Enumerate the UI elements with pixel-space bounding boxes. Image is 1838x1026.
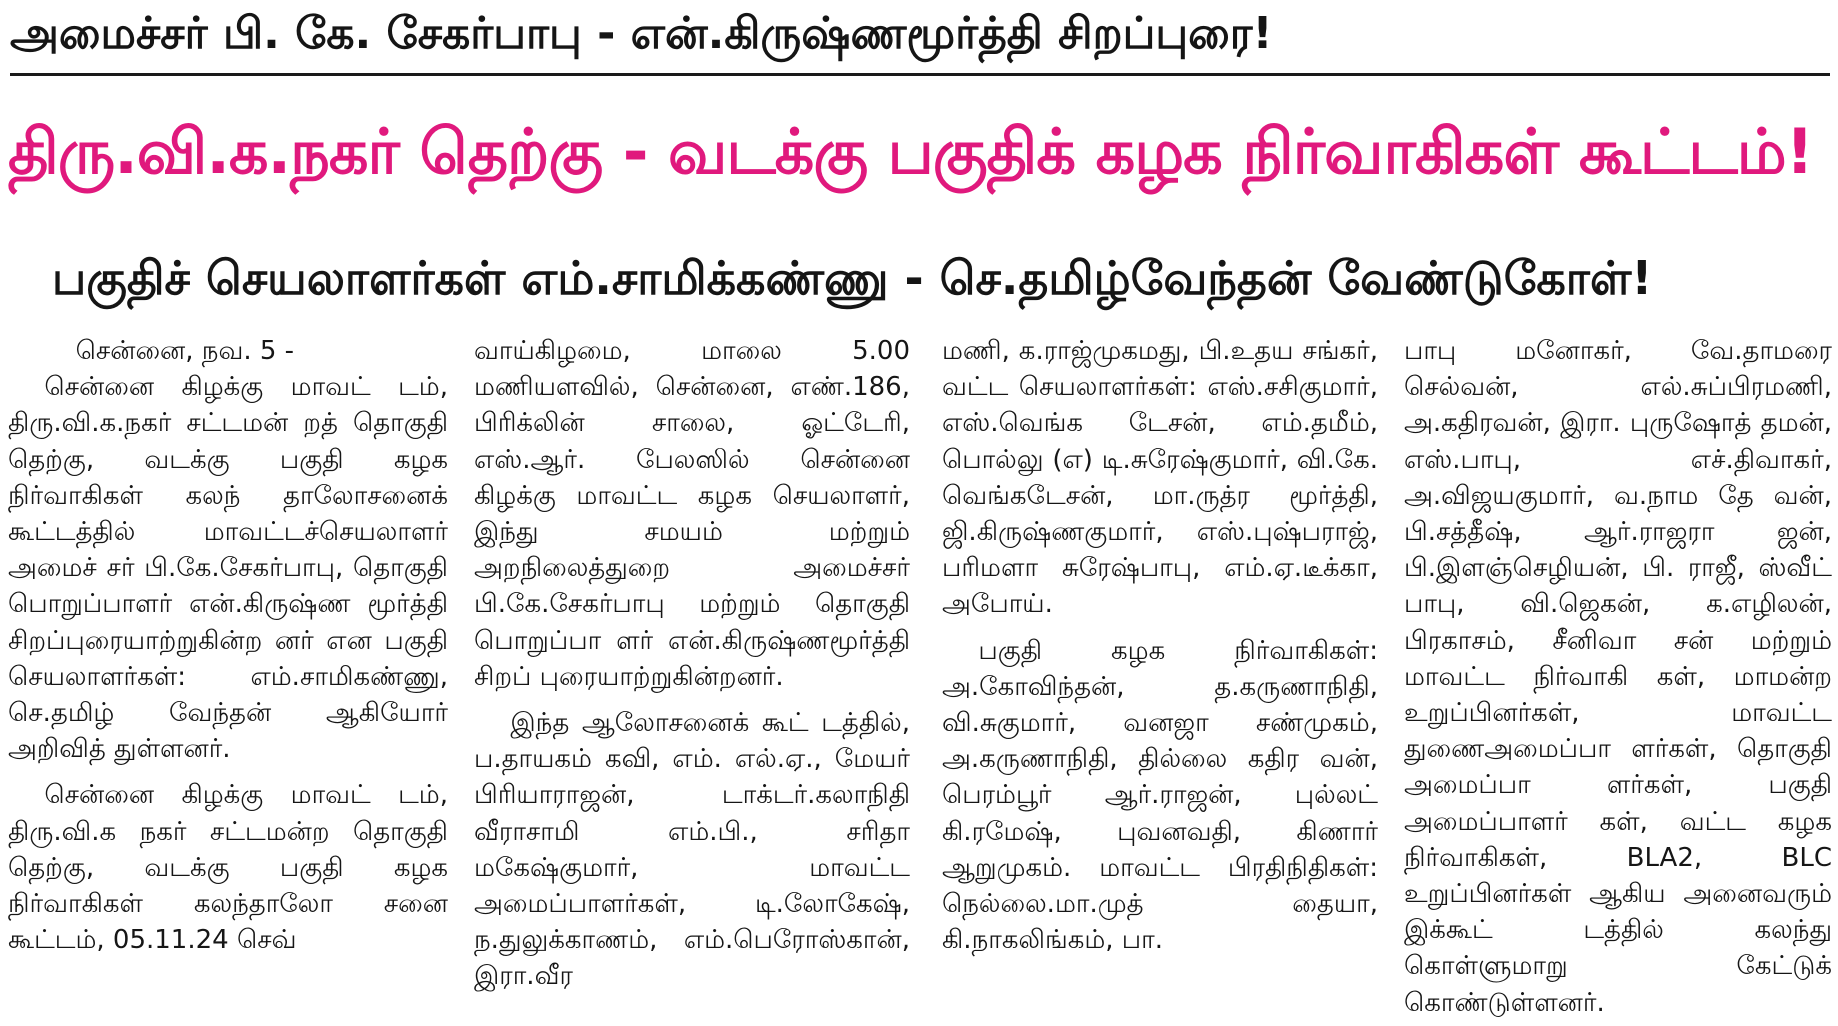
main-headline: திரு.வி.க.நகர் தெற்கு - வடக்கு பகுதிக் கழக நிர்வாகிகள் கூட்டம்! bbox=[8, 115, 1813, 188]
article-column-3 bbox=[942, 333, 1378, 958]
subheadline: பகுதிச் செயலாளர்கள் எம்.சாமிக்கண்ணு - செ.தமிழ்வேந்தன் வேண்டுகோள்! bbox=[52, 251, 1653, 305]
article-paragraph: சென்னை கிழக்கு மாவட் டம், திரு.வி.க.நகர் சட்டமன் றத் தொகுதி தெற்கு, வடக்கு பகுதி கழக நிர்வாகிகள் கலந் தாலோசனைக் கூட்டத்தில் மாவட்டச்செயலாளர் அமைச் சர் பி.கே.சேகர்பாபு, தொகுதி பொறுப்பாளர் என்.கிருஷ்ண மூர்த்தி சிறப்புரையாற்றுகின்ற னர் என பகுதி செயலாளர்கள்: எம்.சாமிகண்ணு, செ.தமிழ் வேந்தன் ஆகியோர் அறிவித் துள்ளனர். bbox=[8, 372, 448, 765]
article-paragraph: சென்னை கிழக்கு மாவட் டம், திரு.வி.க நகர் சட்டமன்ற தொகுதி தெற்கு, வடக்கு பகுதி கழக நிர்வாகிகள் கலந்தாலோ சனை கூட்டம், 05.11.24 செவ் bbox=[8, 780, 448, 956]
article-paragraph: மணி, க.ராஜ்முகமது, பி.உதய சங்கர், வட்ட செயலாளர்கள்: எஸ்.சசிகுமார், எஸ்.வெங்க டேசன், எம்.தமீம், பொல்லு (எ) டி.சுரேஷ்குமார், வி.கே. வெங்கடேசன், மா.ருத்ர மூர்த்தி, ஜி.கிருஷ்ணகுமார், எஸ்.புஷ்பராஜ், பரிமளா சுரேஷ்பாபு, எம்.ஏ.டீக்கா, அபோய். bbox=[942, 336, 1378, 620]
article-paragraph: இந்த ஆலோசனைக் கூட் டத்தில், ப.தாயகம் கவி, எம். எல்.ஏ., மேயர் பிரியாராஜன், டாக்டர்.கலாநிதி வீராசாமி எம்.பி., சரிதா மகேஷ்குமார், மாவட்ட அமைப்பாளர்கள், டி.லோகேஷ், ந.துலுக்காணம், எம்.பெரோஸ்கான், இரா.வீர bbox=[474, 708, 910, 992]
kicker-headline: அமைச்சர் பி. கே. சேகர்பாபு - என்.கிருஷ்ணமூர்த்தி சிறப்புரை! bbox=[10, 8, 1273, 59]
article-paragraph: வாய்கிழமை, மாலை 5.00 மணியளவில், சென்னை, எண்.186, பிரிக்லின் சாலை, ஓட்டேரி, எஸ்.ஆர். பேலஸில் சென்னை கிழக்கு மாவட்ட கழக செயலாளர், இந்து சமயம் மற்றும் அறநிலைத்துறை அமைச்சர் பி.கே.சேகர்பாபு மற்றும் தொகுதி பொறுப்பா ளர் என்.கிருஷ்ணமூர்த்தி சிறப் புரையாற்றுகின்றனர். bbox=[474, 336, 910, 692]
article-paragraph: பாபு மனோகர், வே.தாமரை செல்வன், எல்.சுப்பிரமணி, அ.கதிரவன், இரா. புருஷோத் தமன், எஸ்.பாபு, எச்.திவாகர், அ.விஜயகுமார், வ.நாம தே வன், பி.சத்தீஷ், ஆர்.ராஜரா ஜன், பி.இளஞ்செழியன், பி. ராஜீ, ஸ்வீட் பாபு, வி.ஜெகன், க.எழிலன், பிரகாசம், சீனிவா சன் மற்றும் மாவட்ட நிர்வாகி கள், மாமன்ற உறுப்பினர்கள், மாவட்ட துணைஅமைப்பா ளர்கள், தொகுதி அமைப்பா ளர்கள், பகுதி அமைப்பாளர் கள், வட்ட கழக நிர்வாகிகள், BLA2, BLC உறுப்பினர்கள் ஆகிய அனைவரும் இக்கூட் டத்தில் கலந்து கொள்ளுமாறு கேட்டுக் கொண்டுள்ளனர். bbox=[1404, 336, 1832, 1018]
article-column-2 bbox=[474, 333, 910, 995]
article-column-4 bbox=[1404, 333, 1832, 1021]
dateline: சென்னை, நவ. 5 - bbox=[75, 336, 295, 366]
article-paragraph: பகுதி கழக நிர்வாகிகள்: அ.கோவிந்தன், த.கருணாநிதி, வி.சுகுமார், வனஜா சண்முகம், அ.கருணாநிதி, தில்லை கதிர வன், பெரம்பூர் ஆர்.ராஜன், புல்லட் கி.ரமேஷ், புவனவதி, கிணார் ஆறுமுகம். மாவட்ட பிரதிநிதிகள்: நெல்லை.மா.முத் தையா, கி.நாகலிங்கம், பா. bbox=[942, 635, 1378, 956]
kicker-divider bbox=[10, 73, 1830, 76]
article-column-1 bbox=[8, 333, 448, 958]
